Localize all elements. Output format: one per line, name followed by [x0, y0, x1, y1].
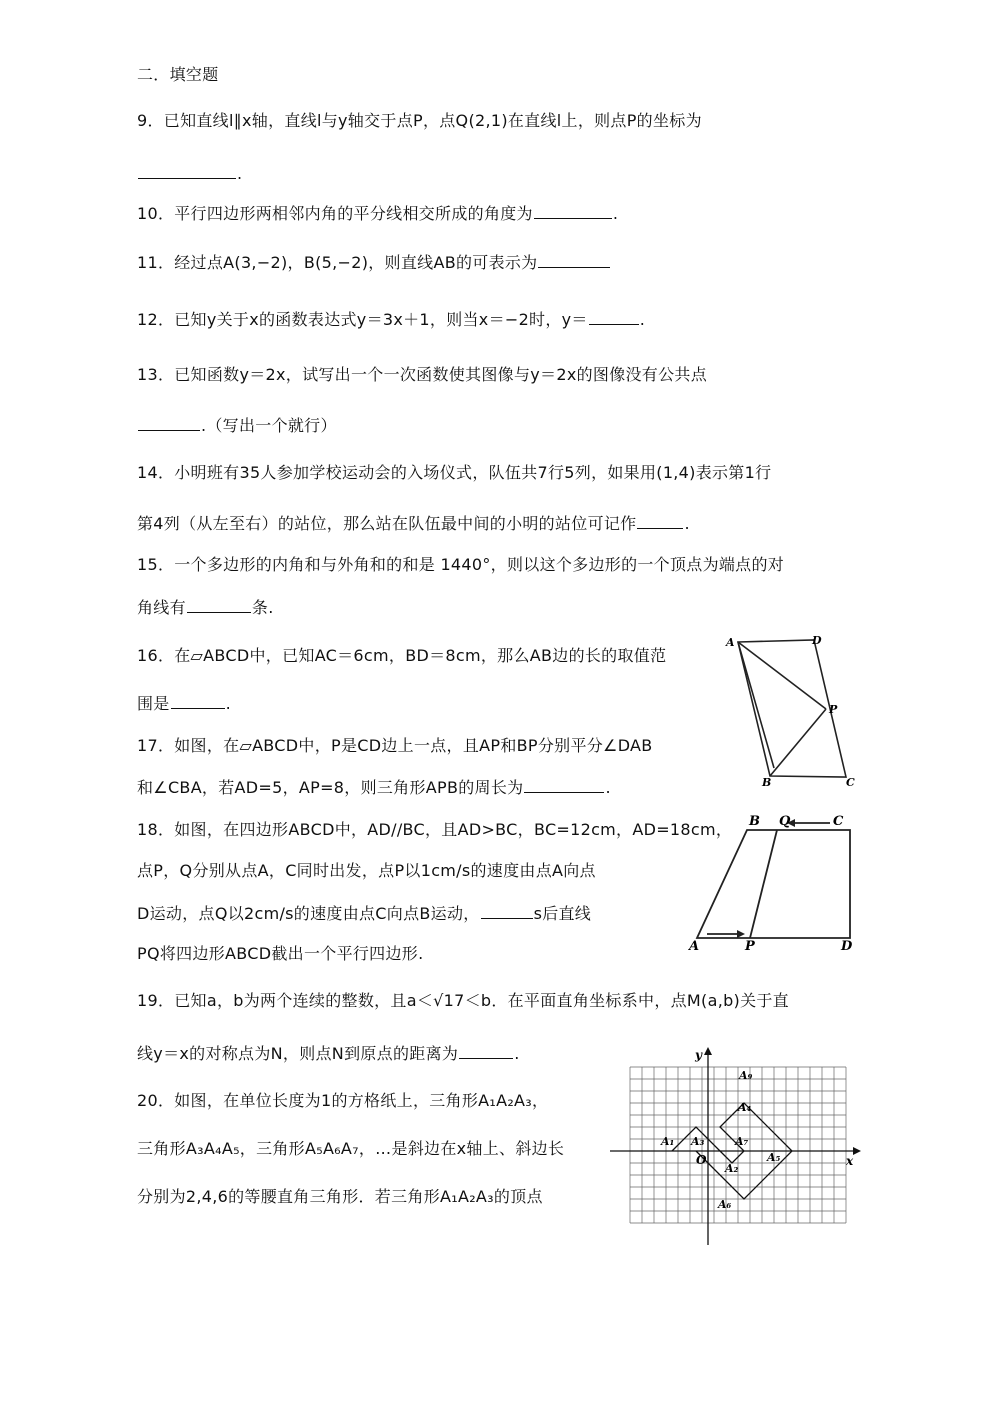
question-10 [137, 202, 618, 225]
question-12-tail: . [639, 310, 646, 329]
question-14-tail: . [684, 514, 690, 533]
fig18-label-C: C [833, 814, 844, 829]
question-15-line-2 [137, 596, 274, 619]
question-20-line-3: 分别为2,4,6的等腰直角三角形．若三角形A₁A₂A₃的顶点 [137, 1187, 543, 1206]
answer-blank-19[interactable] [459, 1042, 513, 1059]
question-13-line-1: 13．已知函数y＝2x，试写出一个一次函数使其图像与y＝2x的图像没有公共点 [137, 365, 707, 384]
question-18-line-1: 18．如图，在四边形ABCD中，AD//BC，且AD>BC，BC=12cm，AD=18cm， [137, 820, 733, 839]
figure-coordinate-grid-q20 [605, 1045, 865, 1250]
question-17-text: 和∠CBA，若AD=5，AP=8，则三角形APB的周长为 [137, 778, 524, 797]
question-13-line-2 [137, 414, 337, 437]
question-18-tail: s后直线 [533, 904, 592, 923]
question-10-tail: . [612, 204, 619, 223]
answer-blank-11[interactable] [538, 251, 610, 268]
question-15-text: 角线有 [137, 598, 186, 617]
question-9-line-1: 9．已知直线l∥x轴，直线l与y轴交于点P，点Q(2,1)在直线l上，则点P的坐标为 [137, 111, 702, 130]
question-18-line-3 [137, 902, 591, 925]
fig17-label-A: A [726, 636, 735, 649]
fig17-label-P: P [829, 703, 838, 716]
question-17-tail: . [605, 778, 611, 797]
question-16-tail: . [225, 694, 231, 713]
fig20-label-A2: A₂ [725, 1162, 739, 1175]
question-9-line-2 [137, 162, 242, 185]
fig18-label-P: P [745, 939, 755, 954]
fig17-label-C: C [846, 776, 855, 789]
question-16-text: 围是 [137, 694, 170, 713]
fig20-label-A7: A₇ [735, 1135, 749, 1148]
question-14-text: 第4列（从左至右）的站位，那么站在队伍最中间的小明的站位可记作 [137, 514, 637, 533]
question-10-text: 10．平行四边形两相邻内角的平分线相交所成的角度为 [137, 204, 533, 223]
question-9-tail: . [237, 164, 243, 183]
question-19-text: 线y＝x的对称点为N，则点N到原点的距离为 [137, 1044, 459, 1063]
question-11-text: 11．经过点A(3,−2)，B(5,−2)，则直线AB的可表示为 [137, 253, 538, 272]
figure-trapezoid-q18 [685, 810, 860, 955]
answer-blank-9[interactable] [138, 162, 236, 179]
answer-blank-10[interactable] [534, 202, 612, 219]
fig20-label-A6: A₆ [718, 1198, 732, 1211]
fig20-label-A5: A₅ [767, 1151, 781, 1164]
question-18-text: D运动，点Q以2cm/s的速度由点C向点B运动， [137, 904, 480, 923]
fig18-label-D: D [841, 939, 853, 954]
section-title: 二．填空题 [137, 65, 219, 84]
question-17-line-2 [137, 776, 611, 799]
answer-blank-14[interactable] [637, 512, 683, 529]
answer-blank-13[interactable] [138, 414, 200, 431]
question-12 [137, 308, 645, 331]
fig20-label-A4: A₄ [738, 1101, 752, 1114]
question-18-line-2: 点P，Q分别从点A，C同时出发，点P以1cm/s的速度由点A向点 [137, 861, 596, 880]
question-15-line-1: 15．一个多边形的内角和与外角和的和是 1440°，则以这个多边形的一个顶点为端点的对 [137, 555, 785, 574]
figure-parallelogram-q17 [722, 630, 862, 790]
fig20-label-A3: A₃ [691, 1135, 705, 1148]
question-19-line-1: 19．已知a，b为两个连续的整数，且a＜√17＜b．在平面直角坐标系中，点M(a,b)关于直 [137, 991, 789, 1010]
question-20-line-2: 三角形A₃A₄A₅，三角形A₅A₆A₇，…是斜边在x轴上、斜边长 [137, 1139, 565, 1158]
fig18-label-Q: Q [779, 814, 791, 829]
question-12-text: 12．已知y关于x的函数表达式y＝3x＋1，则当x＝−2时，y＝ [137, 310, 588, 329]
answer-blank-12[interactable] [589, 308, 639, 325]
fig20-label-y: y [695, 1048, 702, 1062]
fig20-label-O: O [696, 1153, 707, 1167]
question-14-line-2 [137, 512, 690, 535]
question-19-tail: . [514, 1044, 520, 1063]
answer-blank-18[interactable] [481, 902, 533, 919]
fig18-label-A: A [689, 939, 700, 954]
question-20-line-1: 20．如图，在单位长度为1的方格纸上，三角形A₁A₂A₃， [137, 1091, 549, 1110]
question-15-tail: 条. [251, 598, 274, 617]
fig18-label-B: B [749, 814, 760, 829]
answer-blank-16[interactable] [171, 692, 225, 709]
answer-blank-17[interactable] [524, 776, 604, 793]
fig17-label-B: B [762, 776, 772, 789]
question-11 [137, 251, 611, 274]
fig20-label-x: x [846, 1154, 854, 1168]
question-16-line-2 [137, 692, 231, 715]
question-19-line-2 [137, 1042, 520, 1065]
question-14-line-1: 14．小明班有35人参加学校运动会的入场仪式，队伍共7行5列，如果用(1,4)表示第1行 [137, 463, 772, 482]
question-18-line-4: PQ将四边形ABCD截出一个平行四边形. [137, 944, 424, 963]
question-16-line-1: 16．在▱ABCD中，已知AC＝6cm，BD＝8cm，那么AB边的长的取值范 [137, 646, 667, 665]
question-17-line-1: 17．如图，在▱ABCD中，P是CD边上一点，且AP和BP分别平分∠DAB [137, 736, 653, 755]
question-13-tail: .（写出一个就行） [201, 416, 337, 435]
fig17-label-D: D [812, 634, 822, 647]
answer-blank-15[interactable] [187, 596, 251, 613]
fig20-label-A9: A₉ [739, 1069, 753, 1082]
fig20-label-A1: A₁ [661, 1135, 675, 1148]
